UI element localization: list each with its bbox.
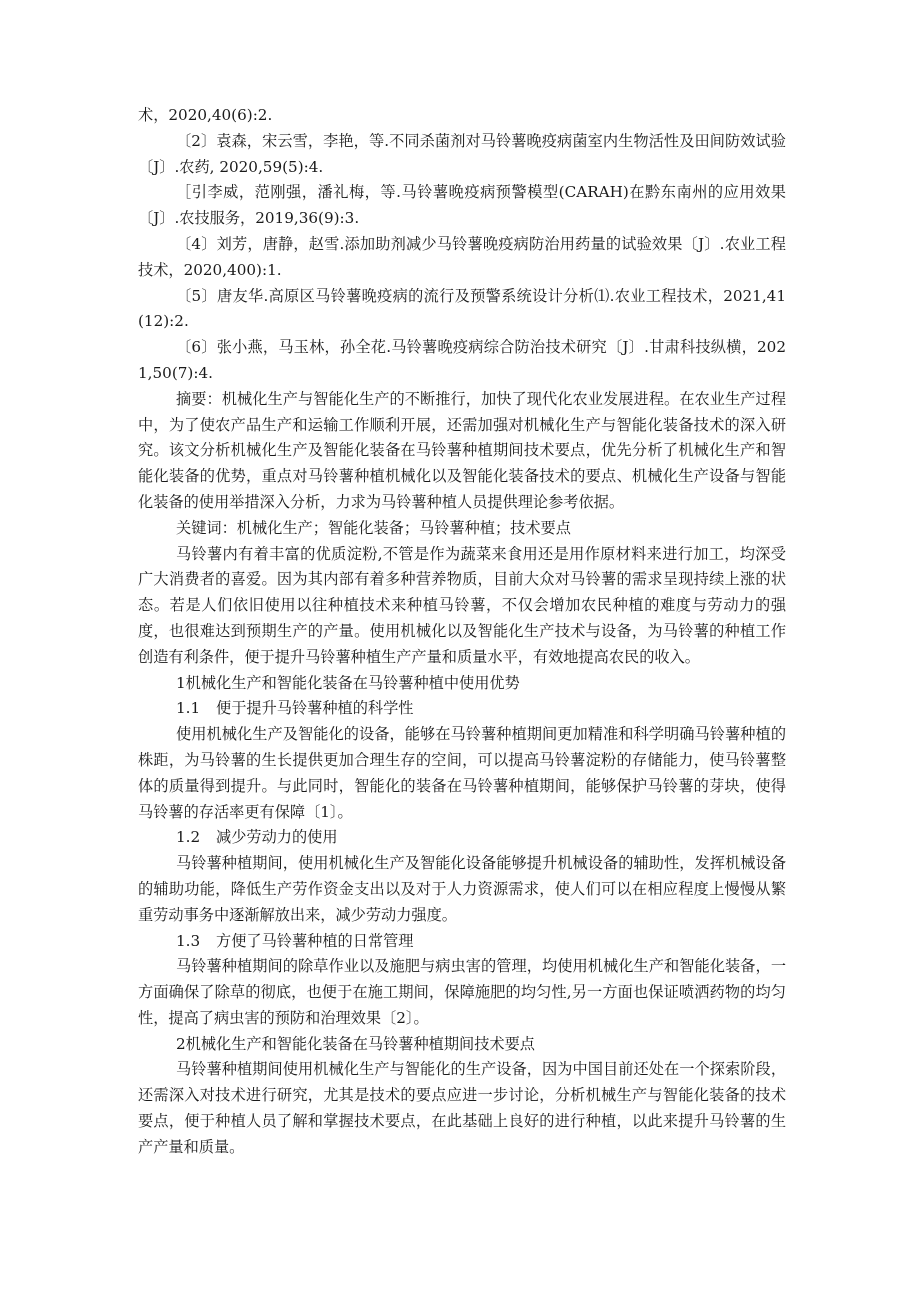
document-body: [138, 103, 786, 1161]
reference-item-6: 〔6〕张小燕，马玉林，孙全花.马铃薯晚疫病综合防治技术研究〔J〕.甘肃科技纵横，2021,50(7):4.: [138, 338, 786, 382]
subsection-number: 1.1: [176, 699, 201, 718]
subsection-number: 1.3: [176, 931, 201, 950]
subsection-title: 方便了马铃薯种植的日常管理: [216, 931, 414, 950]
subsection-1-2-heading: [138, 825, 786, 851]
abstract: 摘要：机械化生产与智能化生产的不断推行，加快了现代化农业发展进程。在农业生产过程中，为了使农产品生产和运输工作顺利开展，还需加强对机械化生产与智能化装备技术的深入研究。该文分析机械化生产及智能化装备在马铃薯种植期间技术要点，优先分析了机械化生产和智能化装备的优势，重点对马铃薯种植机械化以及智能化装备技术的要点、机械化生产设备与智能化装备的使用举措深入分析，力求为马铃薯种植人员提供理论参考依据。: [138, 389, 786, 511]
keywords: 关键词：机械化生产；智能化装备；马铃薯种植；技术要点: [176, 518, 571, 537]
intro-paragraph: 马铃薯内有着丰富的优质淀粉,不管是作为蔬菜来食用还是用作原材料来进行加工，均深受广大消费者的喜爱。因为其内部有着多种营养物质，目前大众对马铃薯的需求呈现持续上涨的状态。若是人们依旧使用以往种植技术来种植马铃薯，不仅会增加农民种植的难度与劳动力的强度，也很难达到预期生产的产量。使用机械化以及智能化生产技术与设备，为马铃薯的种植工作创造有利条件，便于提升马铃薯种植生产产量和质量水平，有效地提高农民的收入。: [138, 544, 786, 666]
subsection-title: 减少劳动力的使用: [216, 828, 338, 847]
subsection-title: 便于提升马铃薯种植的科学性: [216, 699, 414, 718]
subsection-1-3-heading: [138, 929, 786, 955]
subsection-1-3-body: 马铃薯种植期间的除草作业以及施肥与病虫害的管理，均使用机械化生产和智能化装备，一方面确保了除草的彻底，也便于在施工期间，保障施肥的均匀性,另一方面也保证喷洒药物的均匀性，提高了病虫害的预防和治理效果〔2〕。: [138, 957, 786, 1027]
reference-item-3: ［引李威，范刚强，潘礼梅，等.马铃薯晚疫病预警模型(CARAH)在黔东南州的应用效果〔J〕.农技服务，2019,36(9):3.: [138, 183, 786, 228]
reference-item-2: 〔2〕袁森，宋云雪，李艳，等.不同杀菌剂对马铃薯晚疫病菌室内生物活性及田间防效试验〔J〕.农药, 2020,59(5):4.: [138, 131, 786, 176]
section-2-body: 马铃薯种植期间使用机械化生产与智能化的生产设备，因为中国目前还处在一个探索阶段，还需深入对技术进行研究，尤其是技术的要点应进一步讨论，分析机械生产与智能化装备的技术要点，便于种植人员了解和掌握技术要点，在此基础上良好的进行种植，以此来提升马铃薯的生产产量和质量。: [138, 1060, 786, 1156]
subsection-1-1-heading: [138, 696, 786, 722]
section-2-heading: 2机械化生产和智能化装备在马铃薯种植期间技术要点: [176, 1034, 535, 1053]
reference-item-4: 〔4〕刘芳，唐静，赵雪.添加助剂减少马铃薯晚疫病防治用药量的试验效果〔J〕.农业工程技术，2020,400):1.: [138, 234, 786, 279]
reference-continuation: 术，2020,40(6):2.: [138, 106, 273, 124]
subsection-1-1-body: 使用机械化生产及智能化的设备，能够在马铃薯种植期间更加精准和科学明确马铃薯种植的株距，为马铃薯的生长提供更加合理生存的空间，可以提高马铃薯淀粉的存储能力，使马铃薯整体的质量得到提升。与此同时，智能化的装备在马铃薯种植期间，能够保护马铃薯的芽块，使得马铃薯的存活率更有保障〔1〕。: [138, 725, 786, 821]
subsection-1-2-body: 马铃薯种植期间，使用机械化生产及智能化设备能够提升机械设备的辅助性，发挥机械设备的辅助功能，降低生产劳作资金支出以及对于人力资源需求，使人们可以在相应程度上慢慢从繁重劳动事务中逐渐解放出来，减少劳动力强度。: [138, 854, 786, 924]
subsection-number: 1.2: [176, 828, 201, 847]
reference-item-5: 〔5〕唐友华.高原区马铃薯晚疫病的流行及预警系统设计分析⑴.农业工程技术，2021,41(12):2.: [138, 286, 786, 331]
section-1-heading: 1机械化生产和智能化装备在马铃薯种植中使用优势: [176, 673, 520, 692]
